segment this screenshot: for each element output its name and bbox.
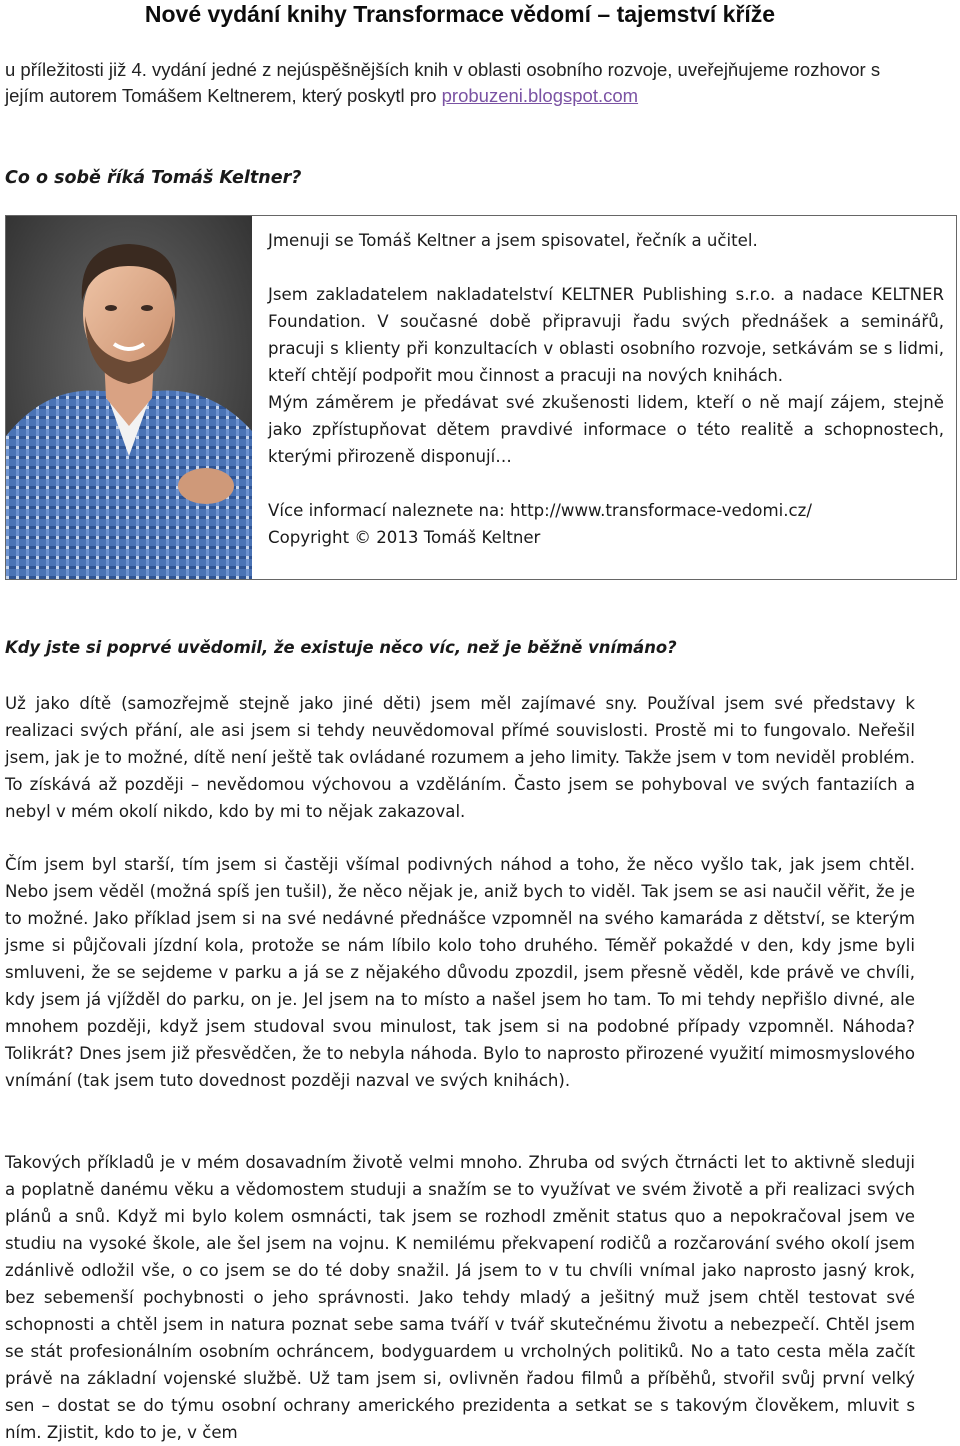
bio-intro-line: Jmenuji se Tomáš Keltner a jsem spisovatel, řečník a učitel. [268,231,758,250]
intro-paragraph [5,57,905,109]
interview-question: Kdy jste si poprvé uvědomil, že existuje něco víc, než je běžně vnímáno? [5,638,677,657]
section-heading: Co o sobě říká Tomáš Keltner? [5,168,302,188]
answer-paragraph: Už jako dítě (samozřejmě stejně jako jiné děti) jsem měl zajímavé sny. Používal jsem své představy k realizaci svých přání, ale asi jsem si tehdy neuvědomoval přímé souvislosti. Prostě mi to fungovalo. Neřešil jsem, jak je to možné, dítě není ještě tak ovládané rozumem a jeho limity. Takže jsem v tom neviděl problém. To získává až později – nevědomou výchovou a vzděláním. Často jsem se pohyboval ve svých fantaziích a nebyl v mém okolí nikdo, kdo by mi to nějak zakazoval. [5,694,915,821]
intro-text: u příležitosti již 4. vydání jedné z nejúspěšnějších knih v oblasti osobního rozvoje, uveřejňujeme rozhovor s jejím autorem Tomášem Keltnerem, který poskytl pro [5,59,881,106]
answer-paragraph: Čím jsem byl starší, tím jsem si častěji všímal podivných náhod a toho, že něco vyšlo tak, jak jsem chtěl. Nebo jsem věděl (možná spíš jen tušil), že něco nějak je, aniž bych to viděl. Tak jsem se asi naučil věřit, že je to možné. Jako příklad jsem si na své nedávné přednášce vzpomněl na svého kamaráda z dětství, se kterým jsme si půjčovali jízdní kola, protože se nám líbilo kolo toho druhého. Téměř pokaždé v den, kdy jsme byli smluveni, že se sejdeme v parku a já se z nějakého důvodu zpozdil, jsem přesně věděl, kde právě ve chvíli, kdy jsem já vjížděl do parku, on je. Jel jsem na to místo a našel jsem ho tam. To mi tehdy nepřišlo divné, ale mnohem později, když jsem studoval svou minulost, tak jsem si na podobné případy vzpomněl. Náhoda? Tolikrát? Dnes jsem již přesvědčen, že to nebyla náhoda. Bylo to naprosto přirozené využití mimosmyslového vnímání (tak jsem tuto dovednost později nazval ve svých knihách). [5,855,915,1090]
bio-paragraph: Jsem zakladatelem nakladatelství KELTNER Publishing s.r.o. a nadace KELTNER Foundation. V současné době připravuji řadu svých přednášek a seminářů, pracuji s klienty při konzultacích v oblasti osobního rozvoje, setkávám se s lidmi, kteří chtějí podpořit mou činnost a pracuji na nových knihách. [268,285,944,385]
blog-link[interactable]: probuzeni.blogspot.com [441,85,639,106]
bio-paragraph: Mým záměrem je předávat své zkušenosti lidem, kteří o ně mají zájem, stejně jako zpřístupňovat dětem pravdivé informace o této realitě a schopnostech, kterými přirozeně disponují… [268,393,944,466]
bio-copyright: Copyright © 2013 Tomáš Keltner [268,528,541,547]
page-title: Nové vydání knihy Transformace vědomí – tajemství kříže [144,1,776,27]
bio-info-line: Více informací naleznete na: http://www.transformace-vedomi.cz/ [268,501,812,520]
bio-text [268,227,944,551]
author-photo [6,216,252,579]
author-bio-box [5,215,957,580]
answer-paragraph: Takových příkladů je v mém dosavadním životě velmi mnoho. Zhruba od svých čtrnácti let to aktivně sleduji a poplatně danému věku a vědomostem studuji a snažím se to využívat ve svém životě a při realizaci svých plánů a snů. Když mi bylo kolem osmnácti, tak jsem se rozhodl změnit status quo a nepokračoval jsem ve studiu na vysoké škole, ale šel jsem na vojnu. K nemilému překvapení rodičů a rozčarování svého okolí jsem zdánlivě odložil vše, o co jsem se do té doby snažil. Já jsem to v tu chvíli vnímal jako naprosto jasný krok, bez sebemenší pochybnosti o jeho správnosti. Jako tehdy mladý a ješitný muž jsem chtěl testovat své schopnosti a chtěl jsem in natura poznat sebe sama tváří v tvář skutečnému životu a nebezpečí. Chtěl jsem se stát profesionálním osobním ochráncem, bodyguardem u vrcholných politiků. No a tato cesta měla začít právě na základní vojenské službě. Už tam jsem si, ovlivněn řadou filmů a příběhů, stvořil svůj první velký sen – dostat se do týmu osobní ochrany amerického prezidenta a setkat se s takovým člověkem, mluvit s ním. Zjistit, kdo to je, v čem [5,1153,915,1442]
